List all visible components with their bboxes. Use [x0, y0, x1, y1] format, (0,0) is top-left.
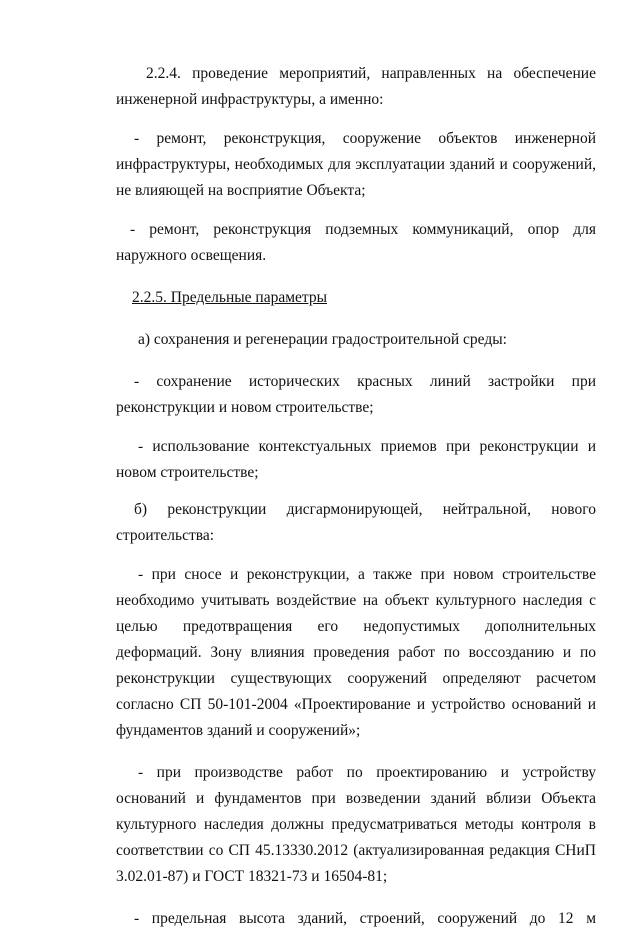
list-item-contextual-methods: - использование контекстуальных приемов при реконструкции и новом строительстве; [116, 438, 596, 481]
list-item-demolition-reconstruction: - при сносе и реконструкции, а также при новом строительстве необходимо учитывать воздействие на объект культурного наследия с целью предотвращения его недопустимых дополнительных деформаций. Зону влияния проведения работ по воссозданию и по реконструкции существующих сооружений определяют расчетом согласно СП 50-101-2004 «Проектирование и устройство оснований и фундаментов зданий и сооружений»; [116, 566, 596, 739]
section-heading-2-2-5: 2.2.5. Предельные параметры [132, 289, 328, 306]
document-body [116, 61, 596, 932]
list-item-red-lines: - сохранение исторических красных линий застройки при реконструкции и новом строительстве; [116, 373, 596, 416]
list-item-height-limit: - предельная высота зданий, строений, сооружений до 12 м [134, 910, 596, 927]
subsection-a: а) сохранения и регенерации градостроительной среды: [138, 331, 507, 348]
list-item-engineering-objects: - ремонт, реконструкция, сооружение объектов инженерной инфраструктуры, необходимых для эксплуатации зданий и сооружений, не влияющей на восприятие Объекта; [116, 130, 596, 199]
subsection-b: б) реконструкции дисгармонирующей, нейтральной, нового строительства: [116, 501, 596, 544]
list-item-underground-utilities: - ремонт, реконструкция подземных коммуникаций, опор для наружного освещения. [116, 221, 596, 264]
paragraph-2-2-4: 2.2.4. проведение мероприятий, направленных на обеспечение инженерной инфраструктуры, а именно: [116, 65, 596, 108]
list-item-foundation-works: - при производстве работ по проектированию и устройству оснований и фундаментов при возведении зданий вблизи Объекта культурного наследия должны предусматриваться методы контроля в соответствии со СП 45.13330.2012 (актуализированная редакция СНиП 3.02.01-87) и ГОСТ 18321-73 и 16504-81; [116, 764, 596, 885]
